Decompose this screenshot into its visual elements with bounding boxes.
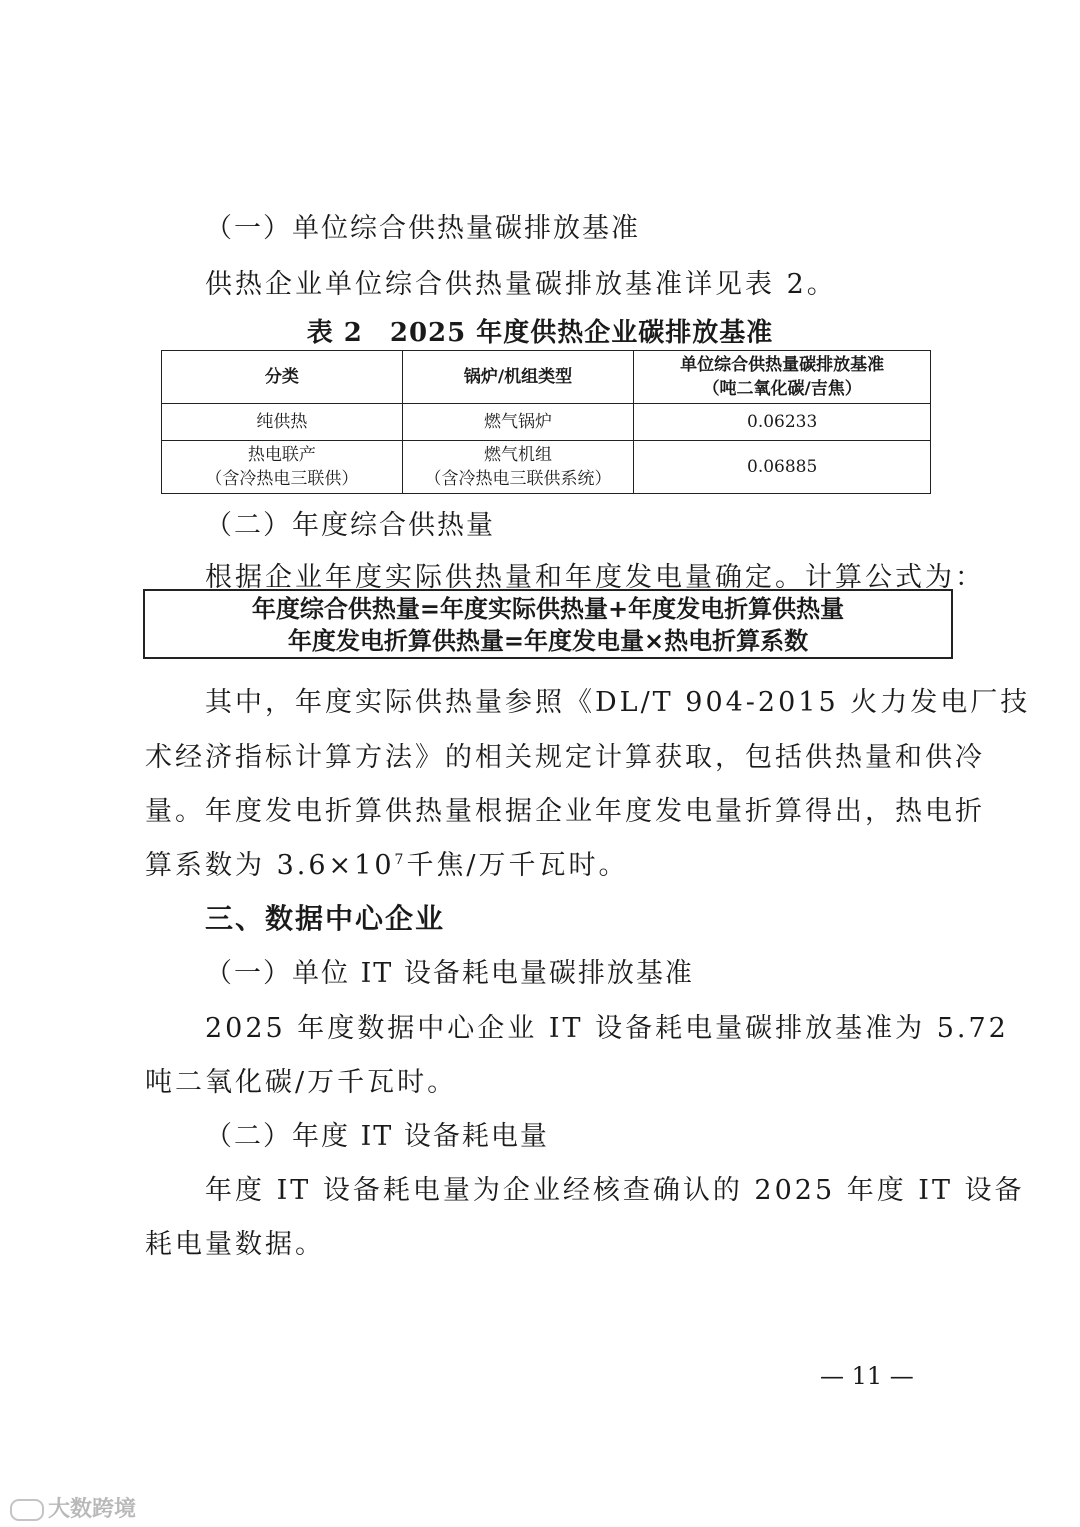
header-benchmark-title: 单位综合供热量碳排放基准 <box>680 355 885 375</box>
row-category-name: 热电联产 <box>247 445 316 465</box>
row-type: 燃气锅炉 <box>402 404 634 441</box>
carbon-benchmark-table <box>161 350 931 494</box>
watermark-logo-icon <box>10 1499 44 1521</box>
table-row <box>162 441 931 494</box>
paragraph-line: 量。年度发电折算供热量根据企业年度发电量折算得出，热电折 <box>145 796 985 827</box>
table-header-row <box>162 351 931 404</box>
row-category <box>162 441 403 494</box>
paragraph-line: 术经济指标计算方法》的相关规定计算获取，包括供热量和供冷 <box>145 742 985 773</box>
watermark-text: 大数跨境 <box>48 1497 137 1522</box>
row-category-note: （含冷热电三联供） <box>205 469 359 489</box>
section-2-2-intro: 根据企业年度实际供热量和年度发电量确定。计算公式为： <box>205 562 985 593</box>
header-benchmark <box>634 351 931 404</box>
table-caption: 表 2 2025 年度供热企业碳排放基准 <box>306 318 774 348</box>
paragraph-line <box>145 843 629 882</box>
coef-unit: 千焦/万千瓦时。 <box>406 850 629 881</box>
paragraph-line: 其中，年度实际供热量参照《DL/T 904-2015 火力发电厂技 <box>205 687 1031 718</box>
watermark <box>10 1492 136 1523</box>
section-2-1-text: 供热企业单位综合供热量碳排放基准详见表 2。 <box>205 269 837 300</box>
table-row <box>162 404 931 441</box>
section-2-1-heading: （一）单位综合供热量碳排放基准 <box>205 213 640 244</box>
formula-box <box>143 589 953 659</box>
formula-line-2: 年度发电折算供热量=年度发电量×热电折算系数 <box>287 627 809 655</box>
header-category: 分类 <box>162 351 403 404</box>
paragraph-line: 年度 IT 设备耗电量为企业经核查确认的 2025 年度 IT 设备 <box>205 1175 1025 1206</box>
row-value: 0.06885 <box>634 441 931 494</box>
header-benchmark-unit: （吨二氧化碳/吉焦） <box>702 379 862 399</box>
section-3-2-heading: （二）年度 IT 设备耗电量 <box>205 1121 549 1152</box>
coef-text: 算系数为 3.6×10 <box>145 850 395 881</box>
page-number: — 11 — <box>820 1362 914 1390</box>
coef-exponent: 7 <box>394 852 407 868</box>
row-category: 纯供热 <box>162 404 403 441</box>
header-type: 锅炉/机组类型 <box>402 351 634 404</box>
row-type <box>402 441 634 494</box>
section-3-1-heading: （一）单位 IT 设备耗电量碳排放基准 <box>205 958 694 989</box>
row-type-note: （含冷热电三联供系统） <box>424 469 612 489</box>
paragraph-line: 2025 年度数据中心企业 IT 设备耗电量碳排放基准为 5.72 <box>205 1013 1009 1044</box>
paragraph-line: 吨二氧化碳/万千瓦时。 <box>145 1067 458 1098</box>
section-2-2-heading: （二）年度综合供热量 <box>205 510 495 541</box>
section-3-heading: 三、数据中心企业 <box>205 902 446 935</box>
formula-line-1: 年度综合供热量=年度实际供热量+年度发电折算供热量 <box>251 595 845 623</box>
row-value: 0.06233 <box>634 404 931 441</box>
row-type-name: 燃气机组 <box>484 445 552 465</box>
paragraph-line: 耗电量数据。 <box>145 1229 325 1260</box>
